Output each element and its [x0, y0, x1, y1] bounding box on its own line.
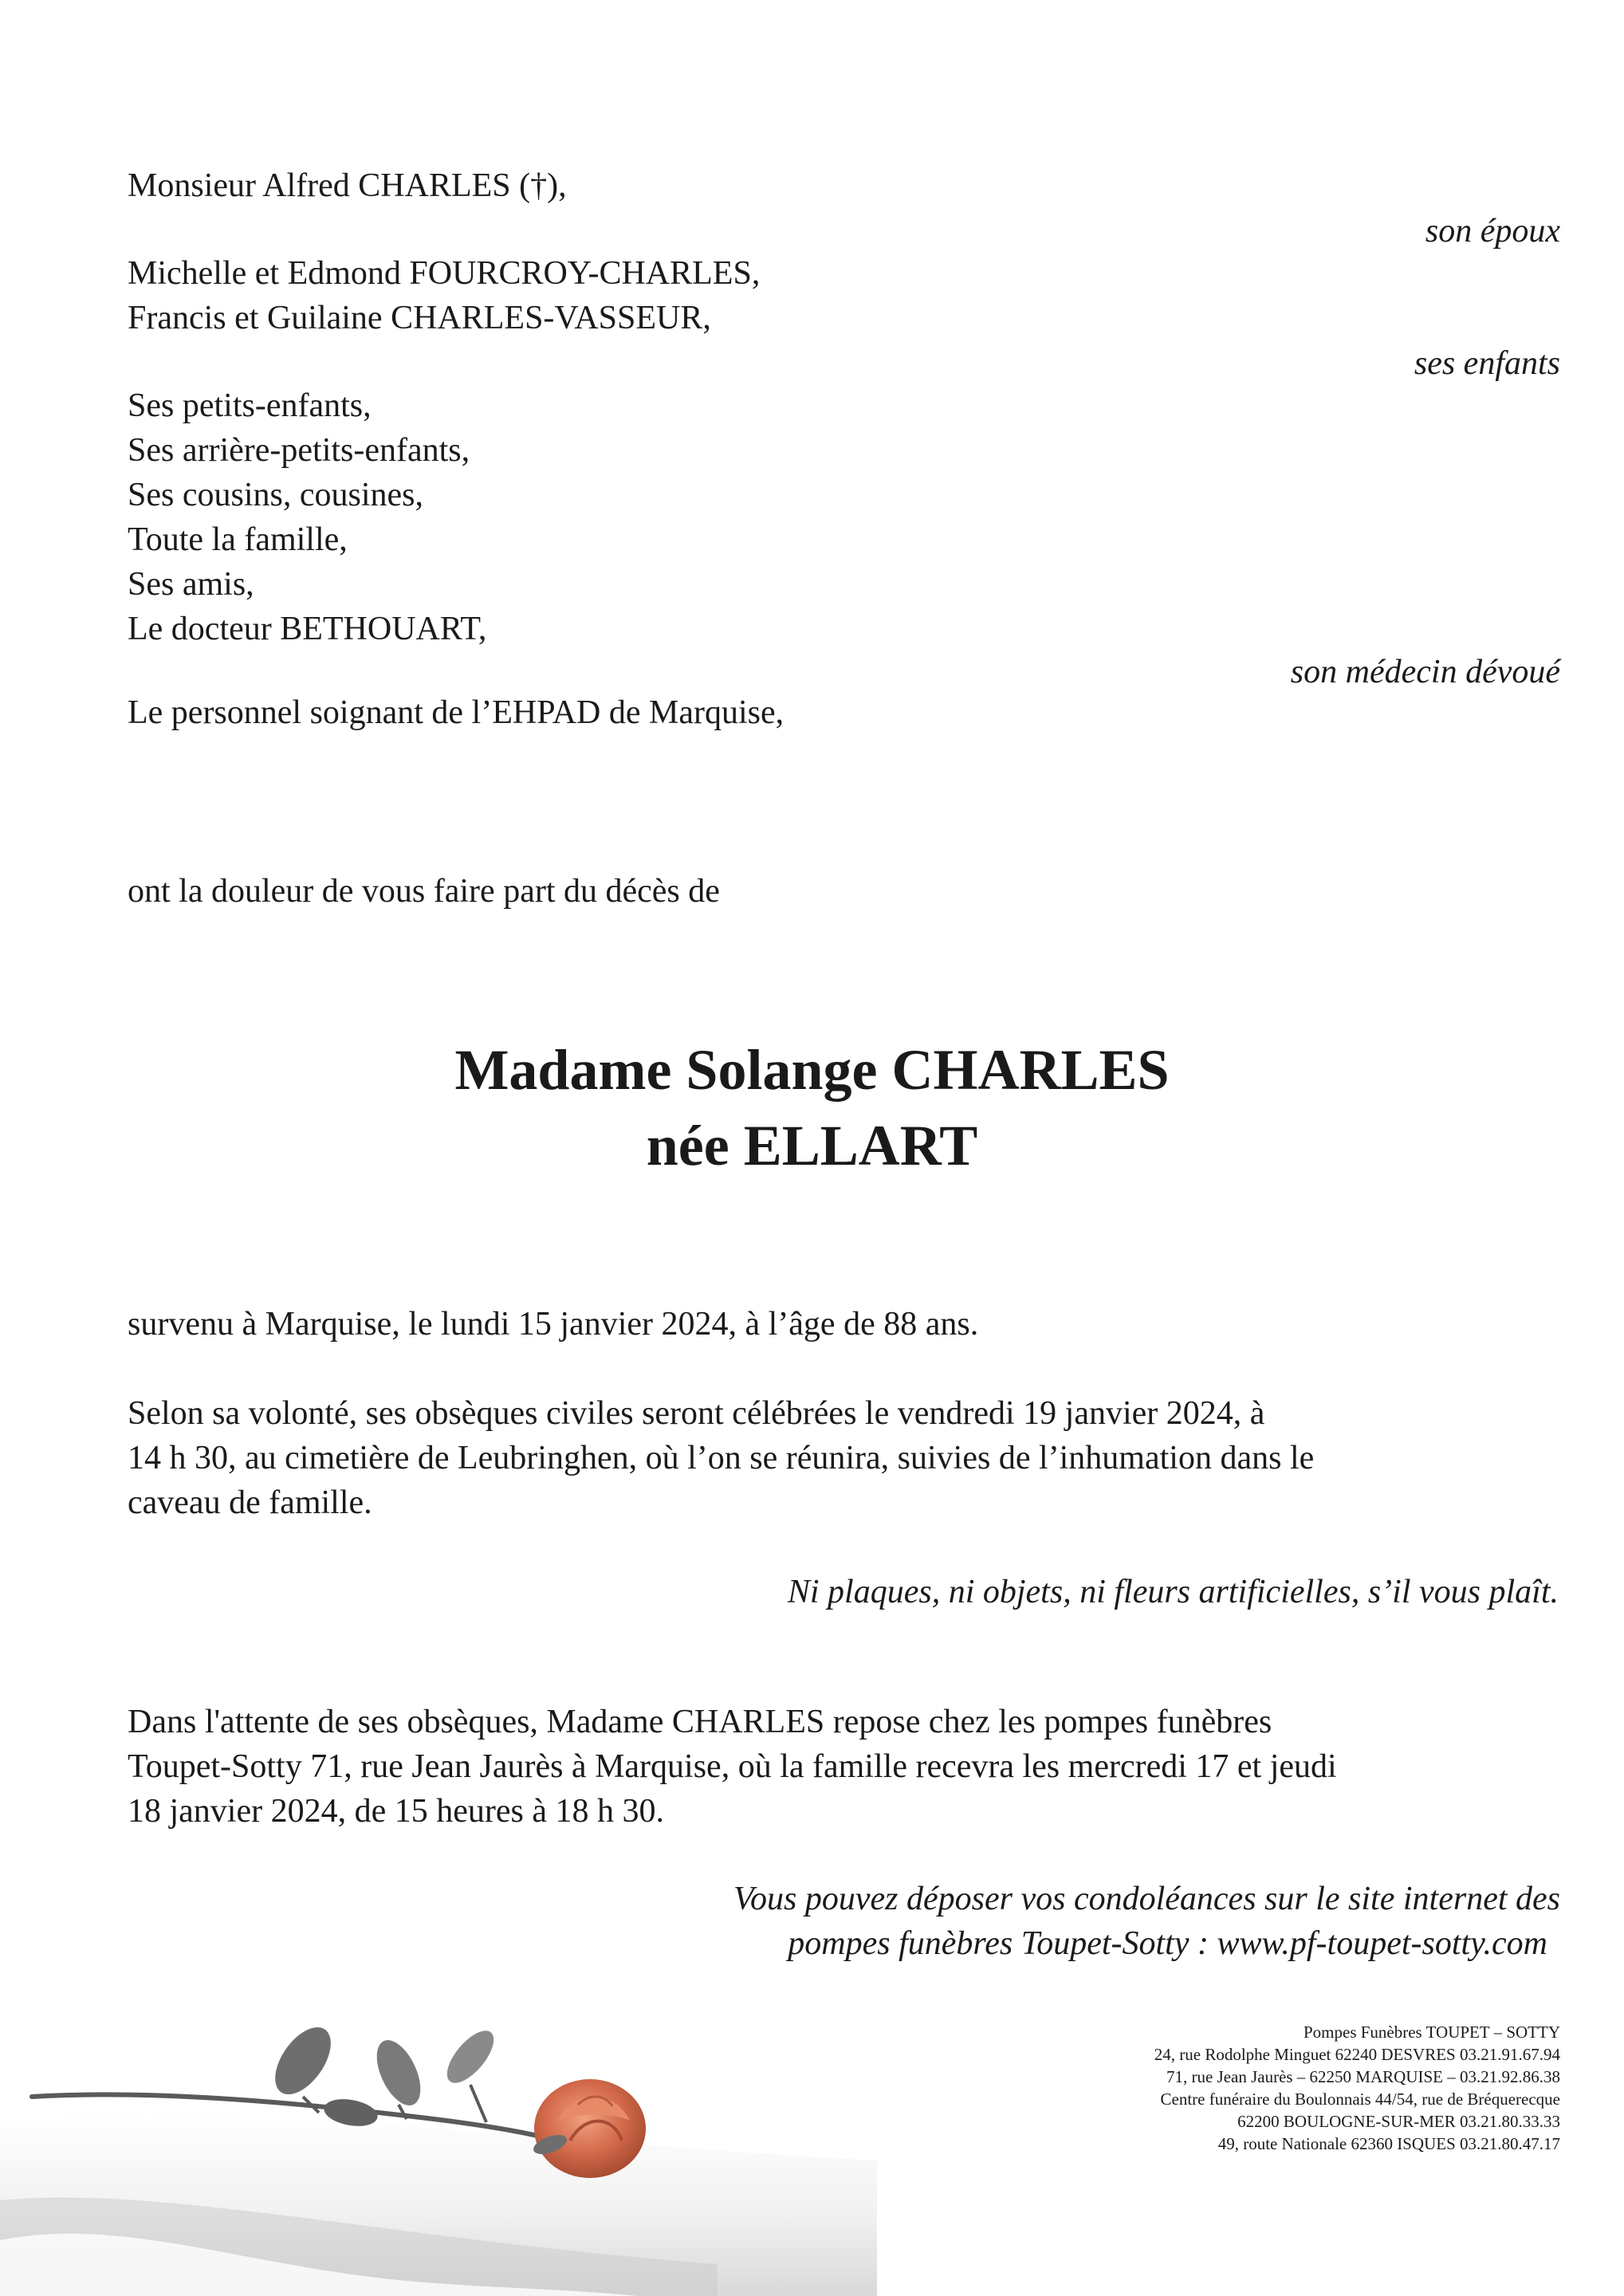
relation-spouse: son époux	[1425, 213, 1560, 250]
footer-address-isques: 49, route Nationale 62360 ISQUES 03.21.80.47.17	[1217, 2134, 1560, 2153]
visitation-line-2: Toupet-Sotty 71, rue Jean Jaurès à Marquise, où la famille recevra les mercredi 17 et jeudi	[128, 1748, 1337, 1785]
deceased-name: Madame Solange CHARLES	[454, 1038, 1170, 1102]
footer-address-boulogne: 62200 BOULOGNE-SUR-MER 03.21.80.33.33	[1237, 2112, 1560, 2131]
family-line-child-1: Michelle et Edmond FOURCROY-CHARLES,	[128, 255, 761, 292]
leaf-icon	[264, 2018, 342, 2104]
family-line-child-2: Francis et Guilaine CHARLES-VASSEUR,	[128, 300, 711, 336]
family-line-spouse: Monsieur Alfred CHARLES (†),	[128, 167, 567, 204]
no-flowers-note: Ni plaques, ni objets, ni fleurs artificielles, s’il vous plaît.	[787, 1574, 1559, 1610]
family-line-family: Toute la famille,	[128, 521, 348, 558]
funeral-line-2: 14 h 30, au cimetière de Leubringhen, où l’on se réunira, suivies de l’inhumation dans le	[128, 1440, 1315, 1476]
visitation-line-3: 18 janvier 2024, de 15 heures à 18 h 30.	[128, 1793, 665, 1830]
footer-address-marquise: 71, rue Jean Jaurès – 62250 MARQUISE – 03.21.92.86.38	[1166, 2067, 1560, 2086]
family-line-grandchildren: Ses petits-enfants,	[128, 387, 372, 424]
family-line-staff: Le personnel soignant de l’EHPAD de Marquise,	[128, 694, 784, 731]
footer-address-boulonnais: Centre funéraire du Boulonnais 44/54, rue de Bréquerecque	[1160, 2090, 1560, 2109]
family-line-great-grandchildren: Ses arrière-petits-enfants,	[128, 432, 470, 469]
leaf-icon	[368, 2034, 429, 2112]
condolences-line-1: Vous pouvez déposer vos condoléances sur le site internet des	[733, 1881, 1560, 1917]
family-line-doctor: Le docteur BETHOUART,	[128, 611, 487, 647]
family-line-friends: Ses amis,	[128, 566, 254, 603]
deceased-maiden-name: née ELLART	[646, 1114, 978, 1177]
family-line-cousins: Ses cousins, cousines,	[128, 477, 423, 513]
funeral-line-3: caveau de famille.	[128, 1484, 372, 1521]
rose-illustration	[0, 2001, 877, 2296]
relation-doctor: son médecin dévoué	[1290, 654, 1560, 690]
announcement-text: ont la douleur de vous faire part du décès de	[128, 873, 720, 910]
leaf-icon	[438, 2023, 501, 2090]
funeral-home-contact	[1154, 2021, 1560, 2155]
funeral-line-1: Selon sa volonté, ses obsèques civiles seront célébrées le vendredi 19 janvier 2024, à	[128, 1395, 1265, 1432]
visitation-paragraph	[128, 1700, 1563, 1834]
relation-children: ses enfants	[1414, 345, 1560, 382]
visitation-line-1: Dans l'attente de ses obsèques, Madame CHARLES repose chez les pompes funèbres	[128, 1704, 1272, 1740]
footer-address-desvres: 24, rue Rodolphe Minguet 62240 DESVRES 03.21.91.67.94	[1154, 2045, 1560, 2064]
footer-company: Pompes Funèbres TOUPET – SOTTY	[1303, 2023, 1560, 2042]
condolences-line-2: pompes funèbres Toupet-Sotty : www.pf-toupet-sotty.com	[788, 1925, 1547, 1962]
death-info: survenu à Marquise, le lundi 15 janvier 2024, à l’âge de 88 ans.	[128, 1306, 979, 1343]
funeral-paragraph	[128, 1391, 1563, 1525]
